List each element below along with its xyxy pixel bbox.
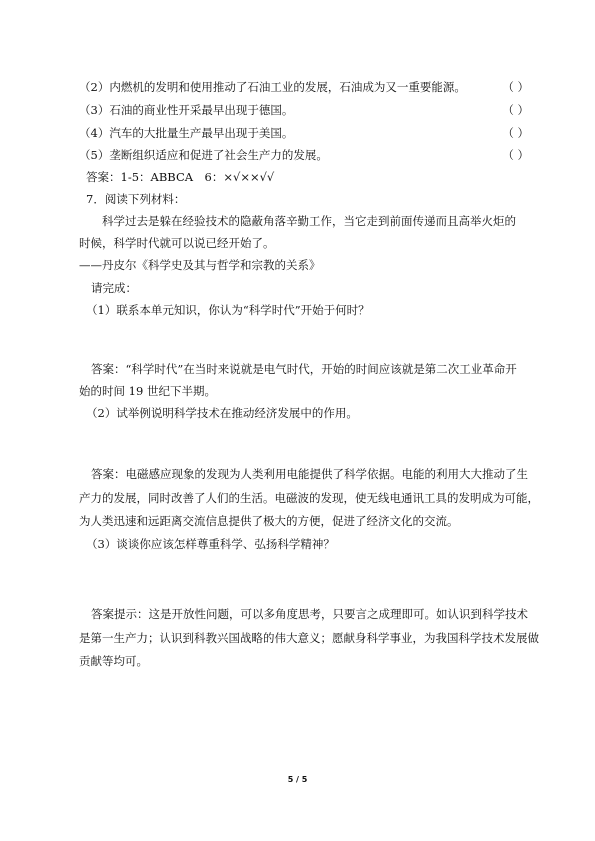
question-item-4 [79,126,529,140]
question-item-5 [79,148,529,162]
question-item-3 [79,103,529,117]
answer-1-line-2: 始的时间 19 世纪下半期。 [79,384,216,398]
question-text: （4）汽车的大批量生产最早出现于美国。 [79,126,294,140]
sub-question-1: （1）联系本单元知识，你认为“科学时代”开始于何时？ [86,303,370,317]
sub-question-3: （3）谈谈你应该怎样尊重科学、弘扬科学精神？ [86,537,335,551]
answer-2-line-1: 答案：电磁感应现象的发现为人类利用电能提供了科学依据。电能的利用大大推动了生 [91,467,528,481]
question-item-2 [79,80,529,94]
material-line-1: 科学过去是躲在经验技术的隐蔽角落辛勤工作，当它走到前面传递而且高举火炬的 [102,214,516,228]
answer-key: 答案：1-5：ABBCA 6：×√××√√ [86,170,275,184]
page-number: 5 / 5 [287,775,308,784]
answer-2-line-2: 产力的发展，同时改善了人们的生活。电磁波的发现，使无线电通讯工具的发明成为可能， [79,491,539,505]
answer-3-line-3: 贡献等均可。 [79,654,148,668]
question-7-title: 7．阅读下列材料： [86,192,186,206]
material-line-2: 时候，科学时代就可以说已经开始了。 [79,236,275,250]
question-text: （5）垄断组织适应和促进了社会生产力的发展。 [79,148,328,162]
question-text: （3）石油的商业性开采最早出现于德国。 [79,103,294,117]
answer-blank: （ ） [502,126,529,140]
answer-3-line-2: 是第一生产力；认识到科教兴国战略的伟大意义；愿献身科学事业，为我国科学技术发展做 [79,631,539,645]
sub-question-2: （2）试举例说明科学技术在推动经济发展中的作用。 [86,406,358,420]
answer-1-line-1: 答案：“科学时代”在当时来说就是电气时代，开始的时间应该就是第二次工业革命开 [91,362,517,376]
answer-blank: （ ） [502,148,529,162]
answer-blank: （ ） [502,80,529,94]
answer-2-line-3: 为人类迅速和远距离交流信息提供了极大的方便，促进了经济文化的交流。 [79,514,459,528]
instruction: 请完成： [91,281,137,295]
answer-blank: （ ） [502,103,529,117]
question-text: （2）内燃机的发明和使用推动了石油工业的发展，石油成为又一重要能源。 [79,80,466,94]
material-source: ——丹皮尔《科学史及其与哲学和宗教的关系》 [79,258,321,272]
answer-3-line-1: 答案提示：这是开放性问题，可以多角度思考，只要言之成理即可。如认识到科学技术 [91,607,528,621]
